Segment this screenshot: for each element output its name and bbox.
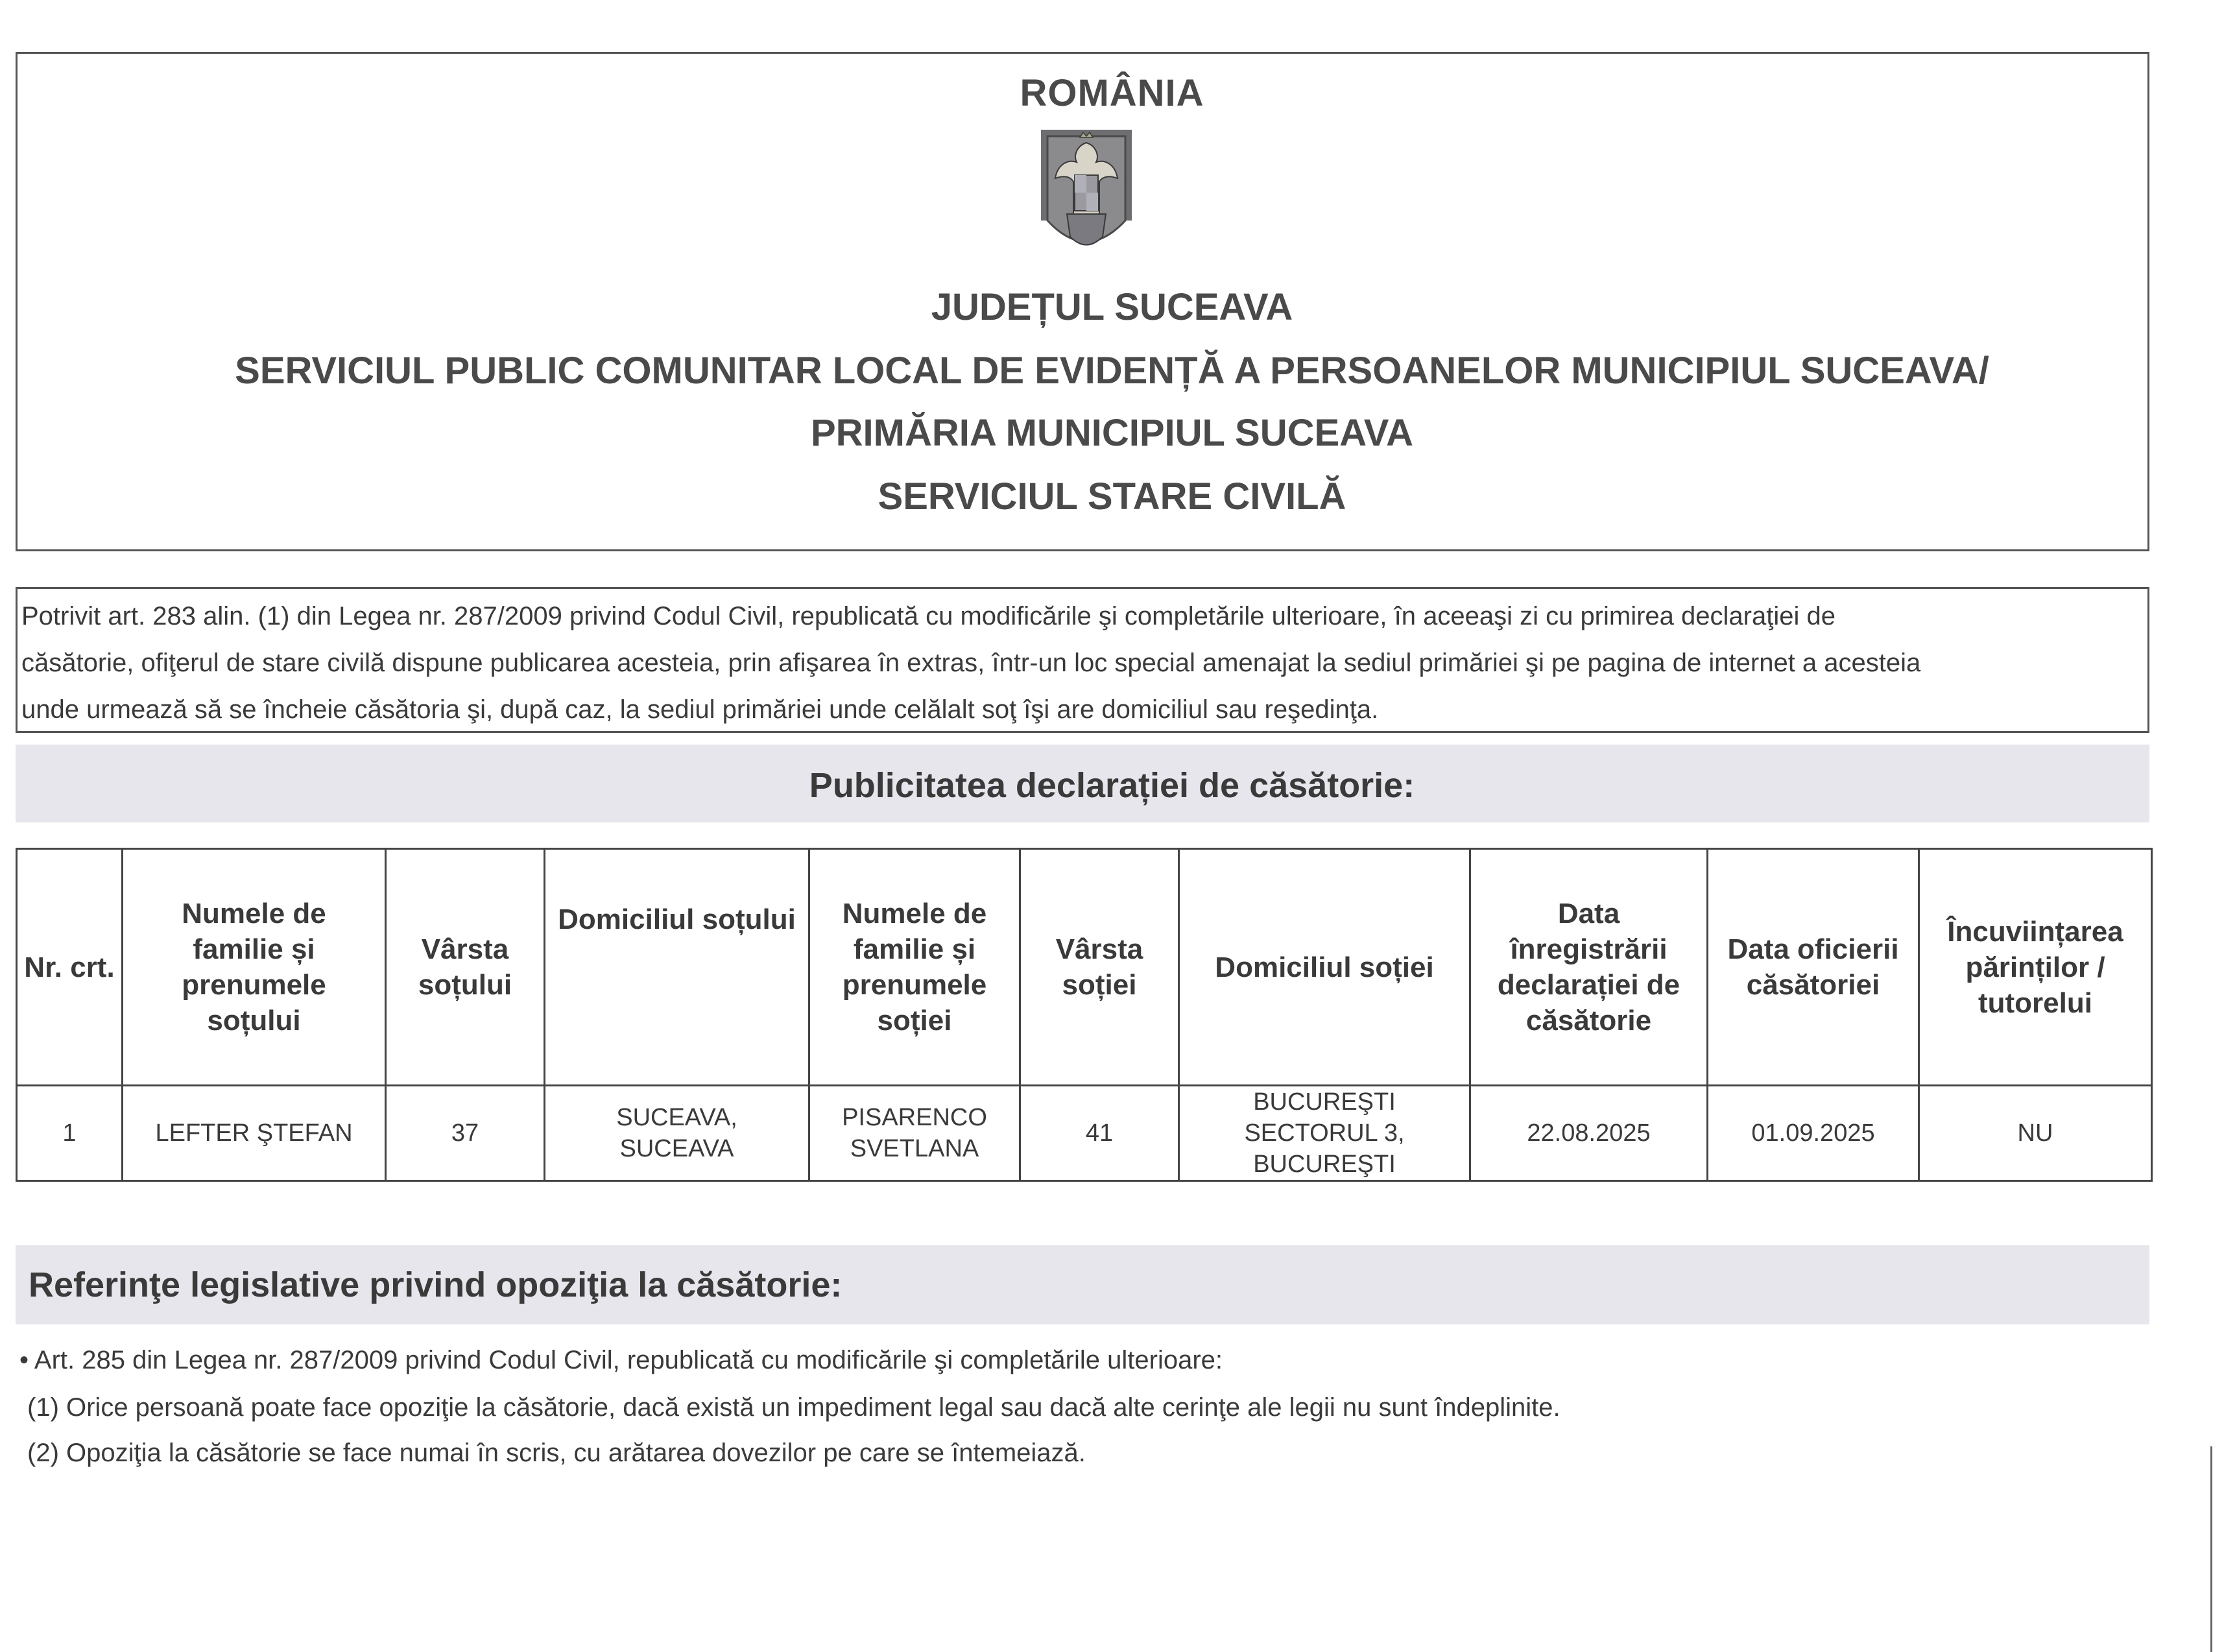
service-title: SERVICIUL PUBLIC COMUNITAR LOCAL DE EVIDENȚĂ A PERSOANELOR MUNICIPIUL SUCEAVA/ <box>235 350 1989 392</box>
table-row <box>17 1086 2152 1181</box>
publicity-title: Publicitatea declarației de căsătorie: <box>809 766 1415 805</box>
country-title: ROMÂNIA <box>1020 72 1204 114</box>
declarations-table <box>16 848 2153 1182</box>
civil-status-title: SERVICIUL STARE CIVILĂ <box>878 475 1346 518</box>
cell-husband-age: 37 <box>386 1086 545 1181</box>
legal-notice-line: Potrivit art. 283 alin. (1) din Legea nr. 287/2009 privind Codul Civil, republicată cu modificările şi completările ulterioare, în aceeaşi zi cu primirea declaraţiei de <box>21 602 1835 630</box>
header-husband-age: Vârsta soțului <box>386 849 545 1086</box>
table-header-row <box>17 849 2152 1086</box>
cell-wife-age: 41 <box>1020 1086 1179 1181</box>
legal-notice-line: căsătorie, ofiţerul de stare civilă dispune publicarea acesteia, prin afişarea în extras, într-un loc special amenajat la sediul primăriei şi pe pagina de internet a acesteia <box>21 649 1921 677</box>
header-nr: Nr. crt. <box>17 849 123 1086</box>
cell-parental-consent: NU <box>1919 1086 2152 1181</box>
references-title: Referinţe legislative privind opoziţia la căsătorie: <box>29 1265 843 1304</box>
cell-husband-name: LEFTER ŞTEFAN <box>123 1086 386 1181</box>
header-registration-date: Data înregistrării declarației de căsătorie <box>1470 849 1708 1086</box>
header-husband-name: Numele de familie și prenumele soțului <box>123 849 386 1086</box>
cell-husband-address: SUCEAVA, SUCEAVA <box>545 1086 809 1181</box>
reference-item: (2) Opoziţia la căsătorie se face numai în scris, cu arătarea dovezilor pe care se întemeiază. <box>27 1439 1086 1467</box>
cell-wife-name: PISARENCO SVETLANA <box>809 1086 1020 1181</box>
scan-edge-line <box>2210 1446 2212 1652</box>
header-wife-name: Numele de familie și prenumele soției <box>809 849 1020 1086</box>
legal-notice-line: unde urmează să se încheie căsătoria şi, după caz, la sediul primăriei unde celălalt soţ îşi are domiciliul sau reşedinţa. <box>21 695 1379 724</box>
coat-of-arms-icon <box>1041 130 1132 263</box>
cell-wife-address: BUCUREŞTI SECTORUL 3, BUCUREŞTI <box>1179 1086 1470 1181</box>
header-parental-consent: Încuviințarea părinților / tutorelui <box>1919 849 2152 1086</box>
cell-ceremony-date: 01.09.2025 <box>1708 1086 1919 1181</box>
cell-registration-date: 22.08.2025 <box>1470 1086 1708 1181</box>
header-wife-age: Vârsta soției <box>1020 849 1179 1086</box>
city-hall-title: PRIMĂRIA MUNICIPIUL SUCEAVA <box>810 412 1414 454</box>
county-title: JUDEȚUL SUCEAVA <box>931 286 1293 328</box>
reference-item: (1) Orice persoană poate face opoziţie la căsătorie, dacă există un impediment legal sau dacă alte cerinţe ale legii nu sunt îndeplinite. <box>27 1393 1560 1422</box>
reference-item: • Art. 285 din Legea nr. 287/2009 privind Codul Civil, republicată cu modificările şi completările ulterioare: <box>19 1346 1223 1374</box>
cell-nr: 1 <box>17 1086 123 1181</box>
legal-notice <box>16 587 2149 733</box>
header-ceremony-date: Data oficierii căsătoriei <box>1708 849 1919 1086</box>
header-wife-address: Domiciliul soției <box>1179 849 1470 1086</box>
header-husband-address: Domiciliul soțului <box>545 849 809 1086</box>
